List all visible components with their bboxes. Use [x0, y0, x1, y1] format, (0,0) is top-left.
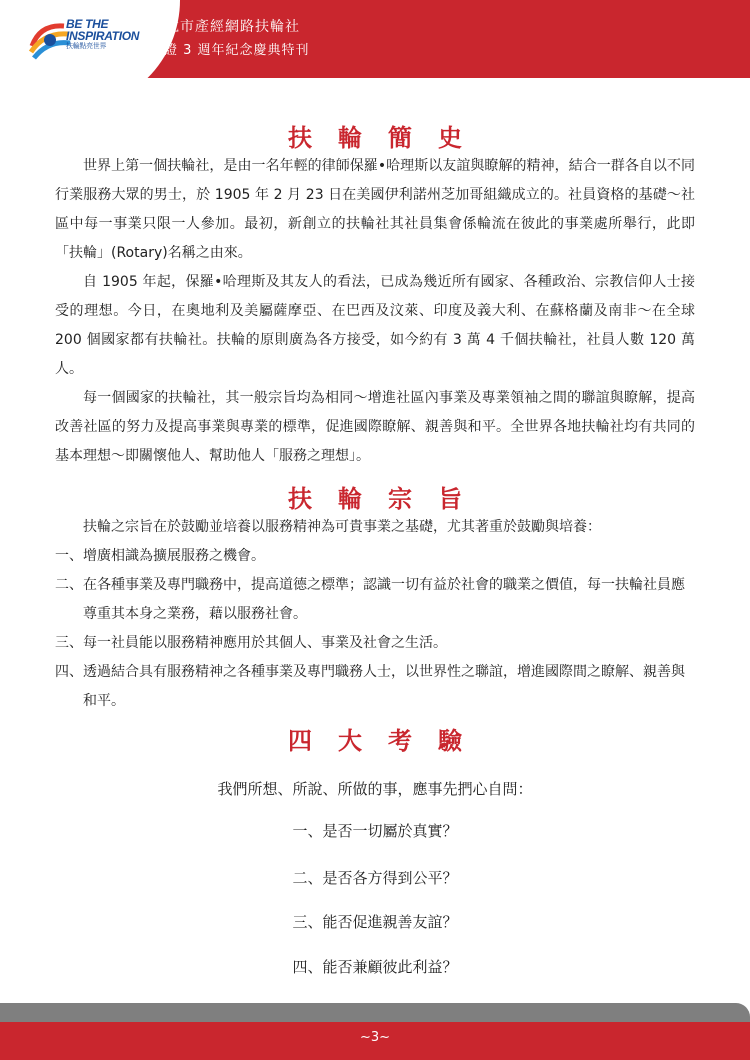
four-way-test-item-3: 三、能否促進親善友誼？	[292, 913, 458, 931]
history-title: 扶輪簡史	[288, 124, 488, 152]
objective-intro: 扶輪之宗旨在於鼓勵並培養以服務精神為可貴事業之基礎，尤其著重於鼓勵與培養：	[83, 519, 601, 535]
logo-line-1: BE THE	[66, 17, 109, 31]
club-name: 新北市產經網路扶輪社	[150, 19, 300, 35]
logo-line-2: INSPIRATION	[66, 29, 140, 43]
publication-subtitle: 授證 3 週年紀念慶典特刊	[150, 43, 310, 58]
objective-item-1: 一、增廣相識為擴展服務之機會。	[55, 548, 265, 564]
page-number: ~3~	[359, 1030, 391, 1045]
four-way-test-item-1: 一、是否一切屬於真實？	[292, 822, 458, 840]
logo-wordmark	[66, 18, 146, 51]
objective-list	[55, 542, 695, 716]
logo-line-3: 扶輪點亮世界	[66, 43, 107, 50]
header-banner	[0, 0, 750, 78]
history-paragraph-1: 世界上第一個扶輪社，是由一名年輕的律師保羅•哈理斯以友誼與瞭解的精神，結合一群各自以不同行業服務大眾的男士，於 1905 年 2 月 23 日在美國伊利諾州芝加哥組織成立的。社員資格的基礎～社區中每一事業只限一人參加。最初，新創立的扶輪社其社員集會係輪流在彼此的事業處所舉行，此即「扶輪」(Rotary)名稱之由來。	[55, 158, 695, 261]
objective-item-2: 二、在各種事業及專門職務中，提高道德之標準；認識一切有益於社會的職業之價值，每一扶輪社員應尊重其本身之業務，藉以服務社會。	[55, 577, 685, 622]
four-way-test-item-2: 二、是否各方得到公平？	[292, 869, 458, 887]
objective-title: 扶輪宗旨	[288, 485, 488, 513]
objective-item-4: 四、透過結合具有服務精神之各種事業及專門職務人士，以世界性之聯誼，增進國際間之瞭解、親善與和平。	[55, 664, 685, 709]
history-paragraph-2: 自 1905 年起，保羅•哈理斯及其友人的看法，已成為幾近所有國家、各種政治、宗教信仰人士接受的理想。今日，在奧地利及美屬薩摩亞、在巴西及汶萊、印度及義大利、在蘇格蘭及南非～在全球 200 個國家都有扶輪社。扶輪的原則廣為各方接受，如今約有 3 萬 4 千個扶輪社，社員人數 120 萬人。	[55, 274, 695, 377]
four-way-test-title: 四大考驗	[288, 727, 488, 755]
objective-item-3: 三、每一社員能以服務精神應用於其個人、事業及社會之生活。	[55, 635, 447, 651]
four-way-test-item-4: 四、能否兼顧彼此利益？	[292, 958, 458, 976]
history-paragraph-3: 每一個國家的扶輪社，其一般宗旨均為相同～增進社區內事業及專業領袖之間的聯誼與瞭解，提高改善社區的努力及提高事業與專業的標準，促進國際瞭解、親善與和平。全世界各地扶輪社均有共同的基本理想～即關懷他人、幫助他人「服務之理想」。	[55, 390, 695, 464]
four-way-test-intro: 我們所想、所說、所做的事，應事先捫心自問：	[217, 780, 533, 798]
